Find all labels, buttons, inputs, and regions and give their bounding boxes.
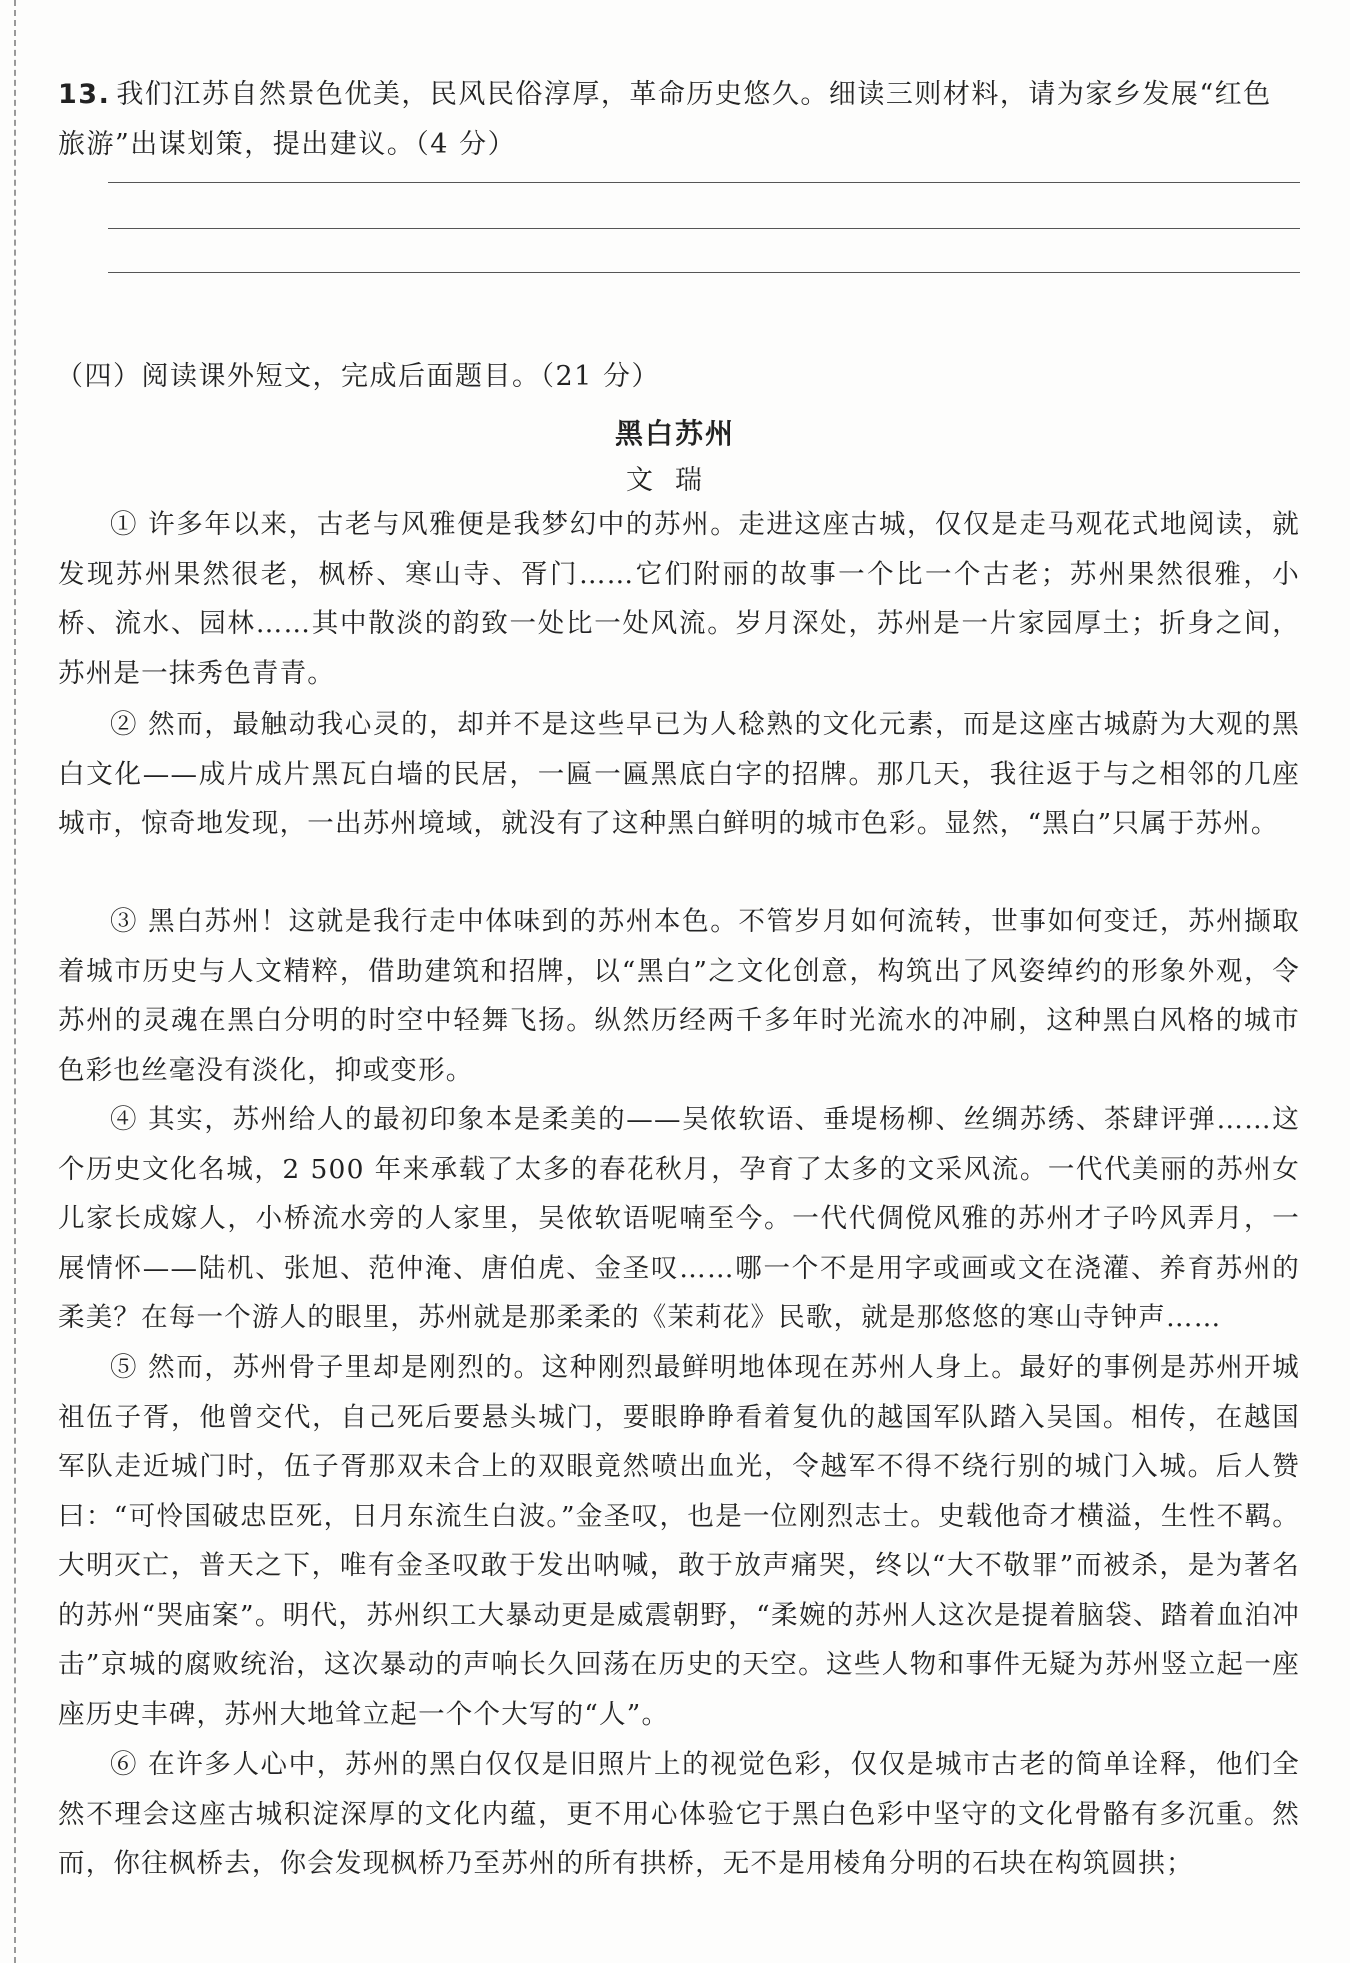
article-paragraph-2: ② 然而，最触动我心灵的，却并不是这些早已为人稔熟的文化元素，而是这座古城蔚为大观的黑白文化——成片成片黑瓦白墙的民居，一匾一匾黑底白字的招牌。那几天，我往返于与之相邻的几座城市，惊奇地发现，一出苏州境域，就没有了这种黑白鲜明的城市色彩。显然，“黑白”只属于苏州。: [58, 709, 1300, 839]
question-13-text: 我们江苏自然景色优美，民风民俗淳厚，革命历史悠久。细读三则材料，请为家乡发展“红色旅游”出谋划策，提出建议。（4 分）: [58, 79, 1272, 160]
article-paragraph-3: ③ 黑白苏州！这就是我行走中体味到的苏州本色。不管岁月如何流转，世事如何变迁，苏州撷取着城市历史与人文精粹，借助建筑和招牌，以“黑白”之文化创意，构筑出了风姿绰约的形象外观，令苏州的灵魂在黑白分明的时空中轻舞飞扬。纵然历经两千多年时光流水的冲刷，这种黑白风格的城市色彩也丝毫没有淡化，抑或变形。: [58, 906, 1300, 1086]
article-paragraph-5: ⑤ 然而，苏州骨子里却是刚烈的。这种刚烈最鲜明地体现在苏州人身上。最好的事例是苏州开城祖伍子胥，他曾交代，自己死后要悬头城门，要眼睁睁看着复仇的越国军队踏入吴国。相传，在越国军队走近城门时，伍子胥那双未合上的双眼竟然喷出血光，令越军不得不绕行别的城门入城。后人赞曰：“可怜国破忠臣死，日月东流生白波。”金圣叹，也是一位刚烈志士。史载他奇才横溢，生性不羁。大明灭亡，普天之下，唯有金圣叹敢于发出呐喊，敢于放声痛哭，终以“大不敬罪”而被杀，是为著名的苏州“哭庙案”。明代，苏州织工大暴动更是威震朝野，“柔婉的苏州人这次是提着脑袋、踏着血泊冲击”京城的腐败统治，这次暴动的声响长久回荡在历史的天空。这些人物和事件无疑为苏州竖立起一座座历史丰碑，苏州大地耸立起一个个大写的“人”。: [58, 1352, 1300, 1730]
answer-line-3[interactable]: [108, 272, 1300, 273]
question-13-number: 13.: [58, 79, 111, 110]
answer-line-2[interactable]: [108, 228, 1300, 229]
article-paragraph-4: ④ 其实，苏州给人的最初印象本是柔美的——吴侬软语、垂堤杨柳、丝绸苏绣、茶肆评弹……这个历史文化名城，2 500 年来承载了太多的春花秋月，孕育了太多的文采风流。一代代美丽的苏州女儿家长成嫁人，小桥流水旁的人家里，吴侬软语呢喃至今。一代代倜傥风雅的苏州才子吟风弄月，一展情怀——陆机、张旭、范仲淹、唐伯虎、金圣叹……哪一个不是用字或画或文在浇灌、养育苏州的柔美？在每一个游人的眼里，苏州就是那柔柔的《茉莉花》民歌，就是那悠悠的寒山寺钟声……: [58, 1104, 1300, 1333]
article-author: 文瑞: [626, 465, 724, 496]
binding-margin-line: [14, 0, 16, 1963]
article-paragraph-6: ⑥ 在许多人心中，苏州的黑白仅仅是旧照片上的视觉色彩，仅仅是城市古老的简单诠释，他们全然不理会这座古城积淀深厚的文化内蕴，更不用心体验它于黑白色彩中坚守的文化骨骼有多沉重。然而，你往枫桥去，你会发现枫桥乃至苏州的所有拱桥，无不是用棱角分明的石块在构筑圆拱；: [58, 1749, 1300, 1879]
article-paragraph-1: ① 许多年以来，古老与风雅便是我梦幻中的苏州。走进这座古城，仅仅是走马观花式地阅读，就发现苏州果然很老，枫桥、寒山寺、胥门……它们附丽的故事一个比一个古老；苏州果然很雅，小桥、流水、园林……其中散淡的韵致一处比一处风流。岁月深处，苏州是一片家园厚土；折身之间，苏州是一抹秀色青青。: [58, 509, 1300, 689]
section-4-heading: （四）阅读课外短文，完成后面题目。（21 分）: [56, 361, 660, 392]
article-title: 黑白苏州: [614, 417, 735, 450]
question-13: [58, 70, 1300, 170]
answer-line-1[interactable]: [108, 182, 1300, 183]
